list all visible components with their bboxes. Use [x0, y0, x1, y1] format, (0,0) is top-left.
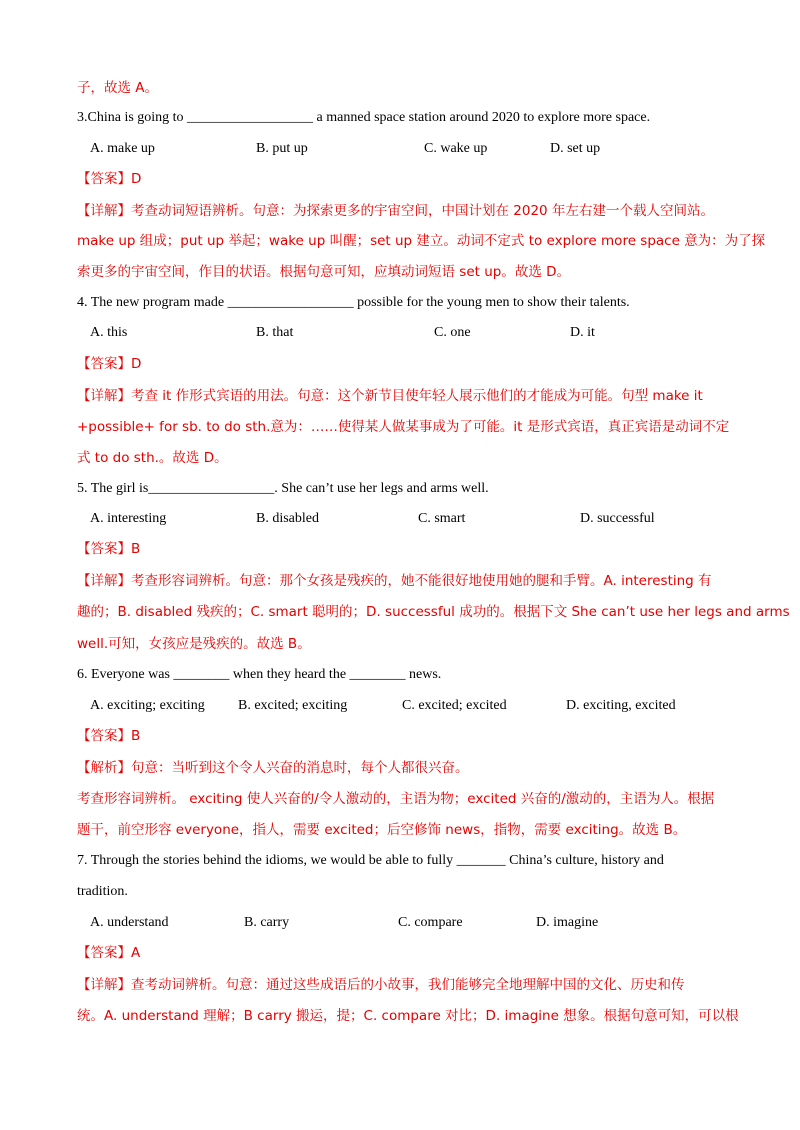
option-a: A. make up [90, 141, 155, 156]
option-b: B. disabled [256, 511, 319, 526]
question-5: 5. The girl is__________________. She can’t use her legs and arms well. [77, 481, 489, 496]
option-a: A. this [90, 325, 128, 340]
answer-label: 【答案】D [77, 356, 142, 372]
answer-label: 【答案】A [77, 945, 141, 961]
explanation-line: 趣的；B. disabled 残疾的；C. smart 聪明的；D. successful 成功的。根据下文 She can’t use her legs and arms [77, 604, 790, 620]
option-a: A. exciting; exciting [90, 698, 205, 713]
option-b: B. carry [244, 915, 290, 930]
option-b: B. excited; exciting [238, 698, 348, 713]
answer-label: 【答案】D [77, 171, 142, 187]
explanation-line: 式 to do sth.。故选 D。 [77, 450, 228, 466]
option-a: A. understand [90, 915, 169, 930]
option-d: D. successful [580, 511, 655, 526]
question-7: 7. Through the stories behind the idioms, we would be able to fully _______ China’s culture, history and [77, 853, 664, 868]
explanation-line: 索更多的宇宙空间，作目的状语。根据句意可知，应填动词短语 set up。故选 D。 [77, 264, 571, 280]
explanation-line: 子，故选 A。 [77, 80, 159, 96]
option-d: D. exciting, excited [566, 698, 676, 713]
answer-label: 【答案】B [77, 728, 141, 744]
explanation-line: 【详解】考查形容词辨析。句意：那个女孩是残疾的，她不能很好地使用她的腿和手臂。A. interesting 有 [77, 573, 712, 589]
explanation-line: 【解析】句意：当听到这个令人兴奋的消息时，每个人都很兴奋。 [77, 760, 469, 776]
option-d: D. imagine [536, 915, 599, 930]
option-b: B. put up [256, 141, 308, 156]
option-c: C. excited; excited [402, 698, 507, 713]
option-c: C. one [434, 325, 471, 340]
option-d: D. it [570, 325, 595, 340]
option-c: C. wake up [424, 141, 488, 156]
explanation-line: 题干，前空形容 everyone，指人，需要 excited；后空修饰 news，指物，需要 exciting。故选 B。 [77, 822, 687, 838]
explanation-line: 统。A. understand 理解；B carry 搬运，提；C. compare 对比；D. imagine 想象。根据句意可知，可以根 [77, 1008, 739, 1024]
question-7-continued: tradition. [77, 884, 128, 899]
option-c: C. compare [398, 915, 463, 930]
explanation-line: +possible+ for sb. to do sth.意为：……使得某人做某事成为了可能。it 是形式宾语，真正宾语是动词不定 [77, 419, 730, 435]
explanation-line: make up 组成；put up 举起；wake up 叫醒；set up 建立。动词不定式 to explore more space 意为：为了探 [77, 233, 766, 249]
option-b: B. that [256, 325, 294, 340]
question-6: 6. Everyone was ________ when they heard the ________ news. [77, 667, 442, 682]
question-4: 4. The new program made __________________ possible for the young men to show their talents. [77, 295, 630, 310]
explanation-line: 【详解】考查 it 作形式宾语的用法。句意：这个新节目使年轻人展示他们的才能成为可能。句型 make it [77, 388, 703, 404]
question-3: 3.China is going to __________________ a manned space station around 2020 to explore more space. [77, 110, 651, 125]
option-a: A. interesting [90, 511, 167, 526]
explanation-line: 考查形容词辨析。 exciting 使人兴奋的/令人激动的，主语为物；excited 兴奋的/激动的，主语为人。根据 [77, 791, 715, 807]
explanation-line: well.可知，女孩应是残疾的。故选 B。 [77, 636, 311, 652]
option-c: C. smart [418, 511, 466, 526]
answer-label: 【答案】B [77, 541, 141, 557]
explanation-line: 【详解】考查动词短语辨析。句意：为探索更多的宇宙空间，中国计划在 2020 年左右建一个载人空间站。 [77, 203, 714, 219]
explanation-line: 【详解】查考动词辨析。句意：通过这些成语后的小故事，我们能够完全地理解中国的文化、历史和传 [77, 977, 685, 993]
option-d: D. set up [550, 141, 601, 156]
